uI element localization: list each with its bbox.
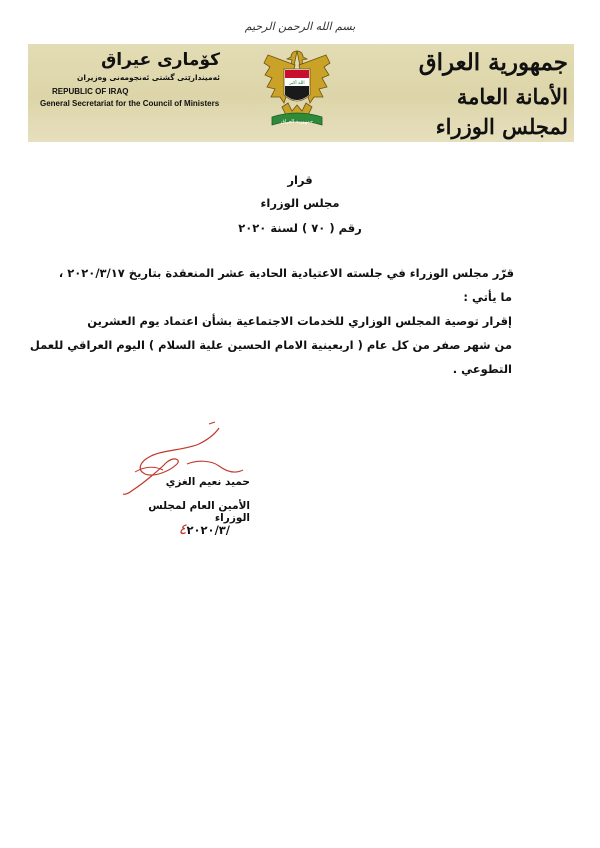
signatory-name: حميد نعيم الغزي <box>165 476 250 488</box>
signature-date-printed: ٢٠٢٠/٣/ <box>186 523 230 537</box>
letterhead-right <box>398 48 568 142</box>
decision-title: قرار <box>287 173 313 187</box>
handwritten-signature-icon <box>115 420 255 500</box>
english-secretariat: General Secretariat for the Council of Ministers <box>40 99 220 108</box>
body-line-4: من شهر صفر من كل عام ( اربعينية الامام الحسين علية السلام ) اليوم العراقي للعمل <box>29 338 512 352</box>
general-secretariat-arabic: الأمانة العامة لمجلس الوزراء <box>435 84 568 139</box>
emblem-banner-text: جمهورية العراق <box>280 119 314 125</box>
republic-of-iraq-arabic: جمهورية العراق <box>418 49 568 76</box>
iraq-eagle-emblem-icon <box>262 45 332 143</box>
signatory-title: الأمين العام لمجلس الوزراء <box>148 500 250 524</box>
letterhead-left <box>40 50 220 109</box>
kurdish-title: كۆماری عیراق <box>101 50 220 70</box>
basmala: بسم الله الرحمن الرحيم <box>244 20 356 33</box>
kurdish-subtitle: ئه‌میندارێتی گشتی ئه‌نجومه‌نی وه‌زیران <box>76 73 220 82</box>
council-name: مجلس الوزراء <box>260 196 340 210</box>
signature-date-day: ٤ <box>178 520 187 538</box>
signature-date <box>140 520 230 538</box>
body-line-2: ما يأتي : <box>463 290 512 304</box>
svg-text:الله أكبر: الله أكبر <box>289 81 305 86</box>
body-line-5: التطوعي . <box>452 362 512 376</box>
decision-number: رقم ( ٧٠ ) لسنة ٢٠٢٠ <box>238 221 362 235</box>
english-republic: REPUBLIC OF IRAQ <box>52 87 129 96</box>
body-line-1: قرّر مجلس الوزراء في جلسته الاعتيادية الحادية عشر المنعقدة بتاريخ ٢٠٢٠/٣/١٧ ، <box>58 266 514 280</box>
body-line-3: إقرار توصية المجلس الوزاري للخدمات الاجتماعية بشأن اعتماد يوم العشرين <box>87 314 512 328</box>
